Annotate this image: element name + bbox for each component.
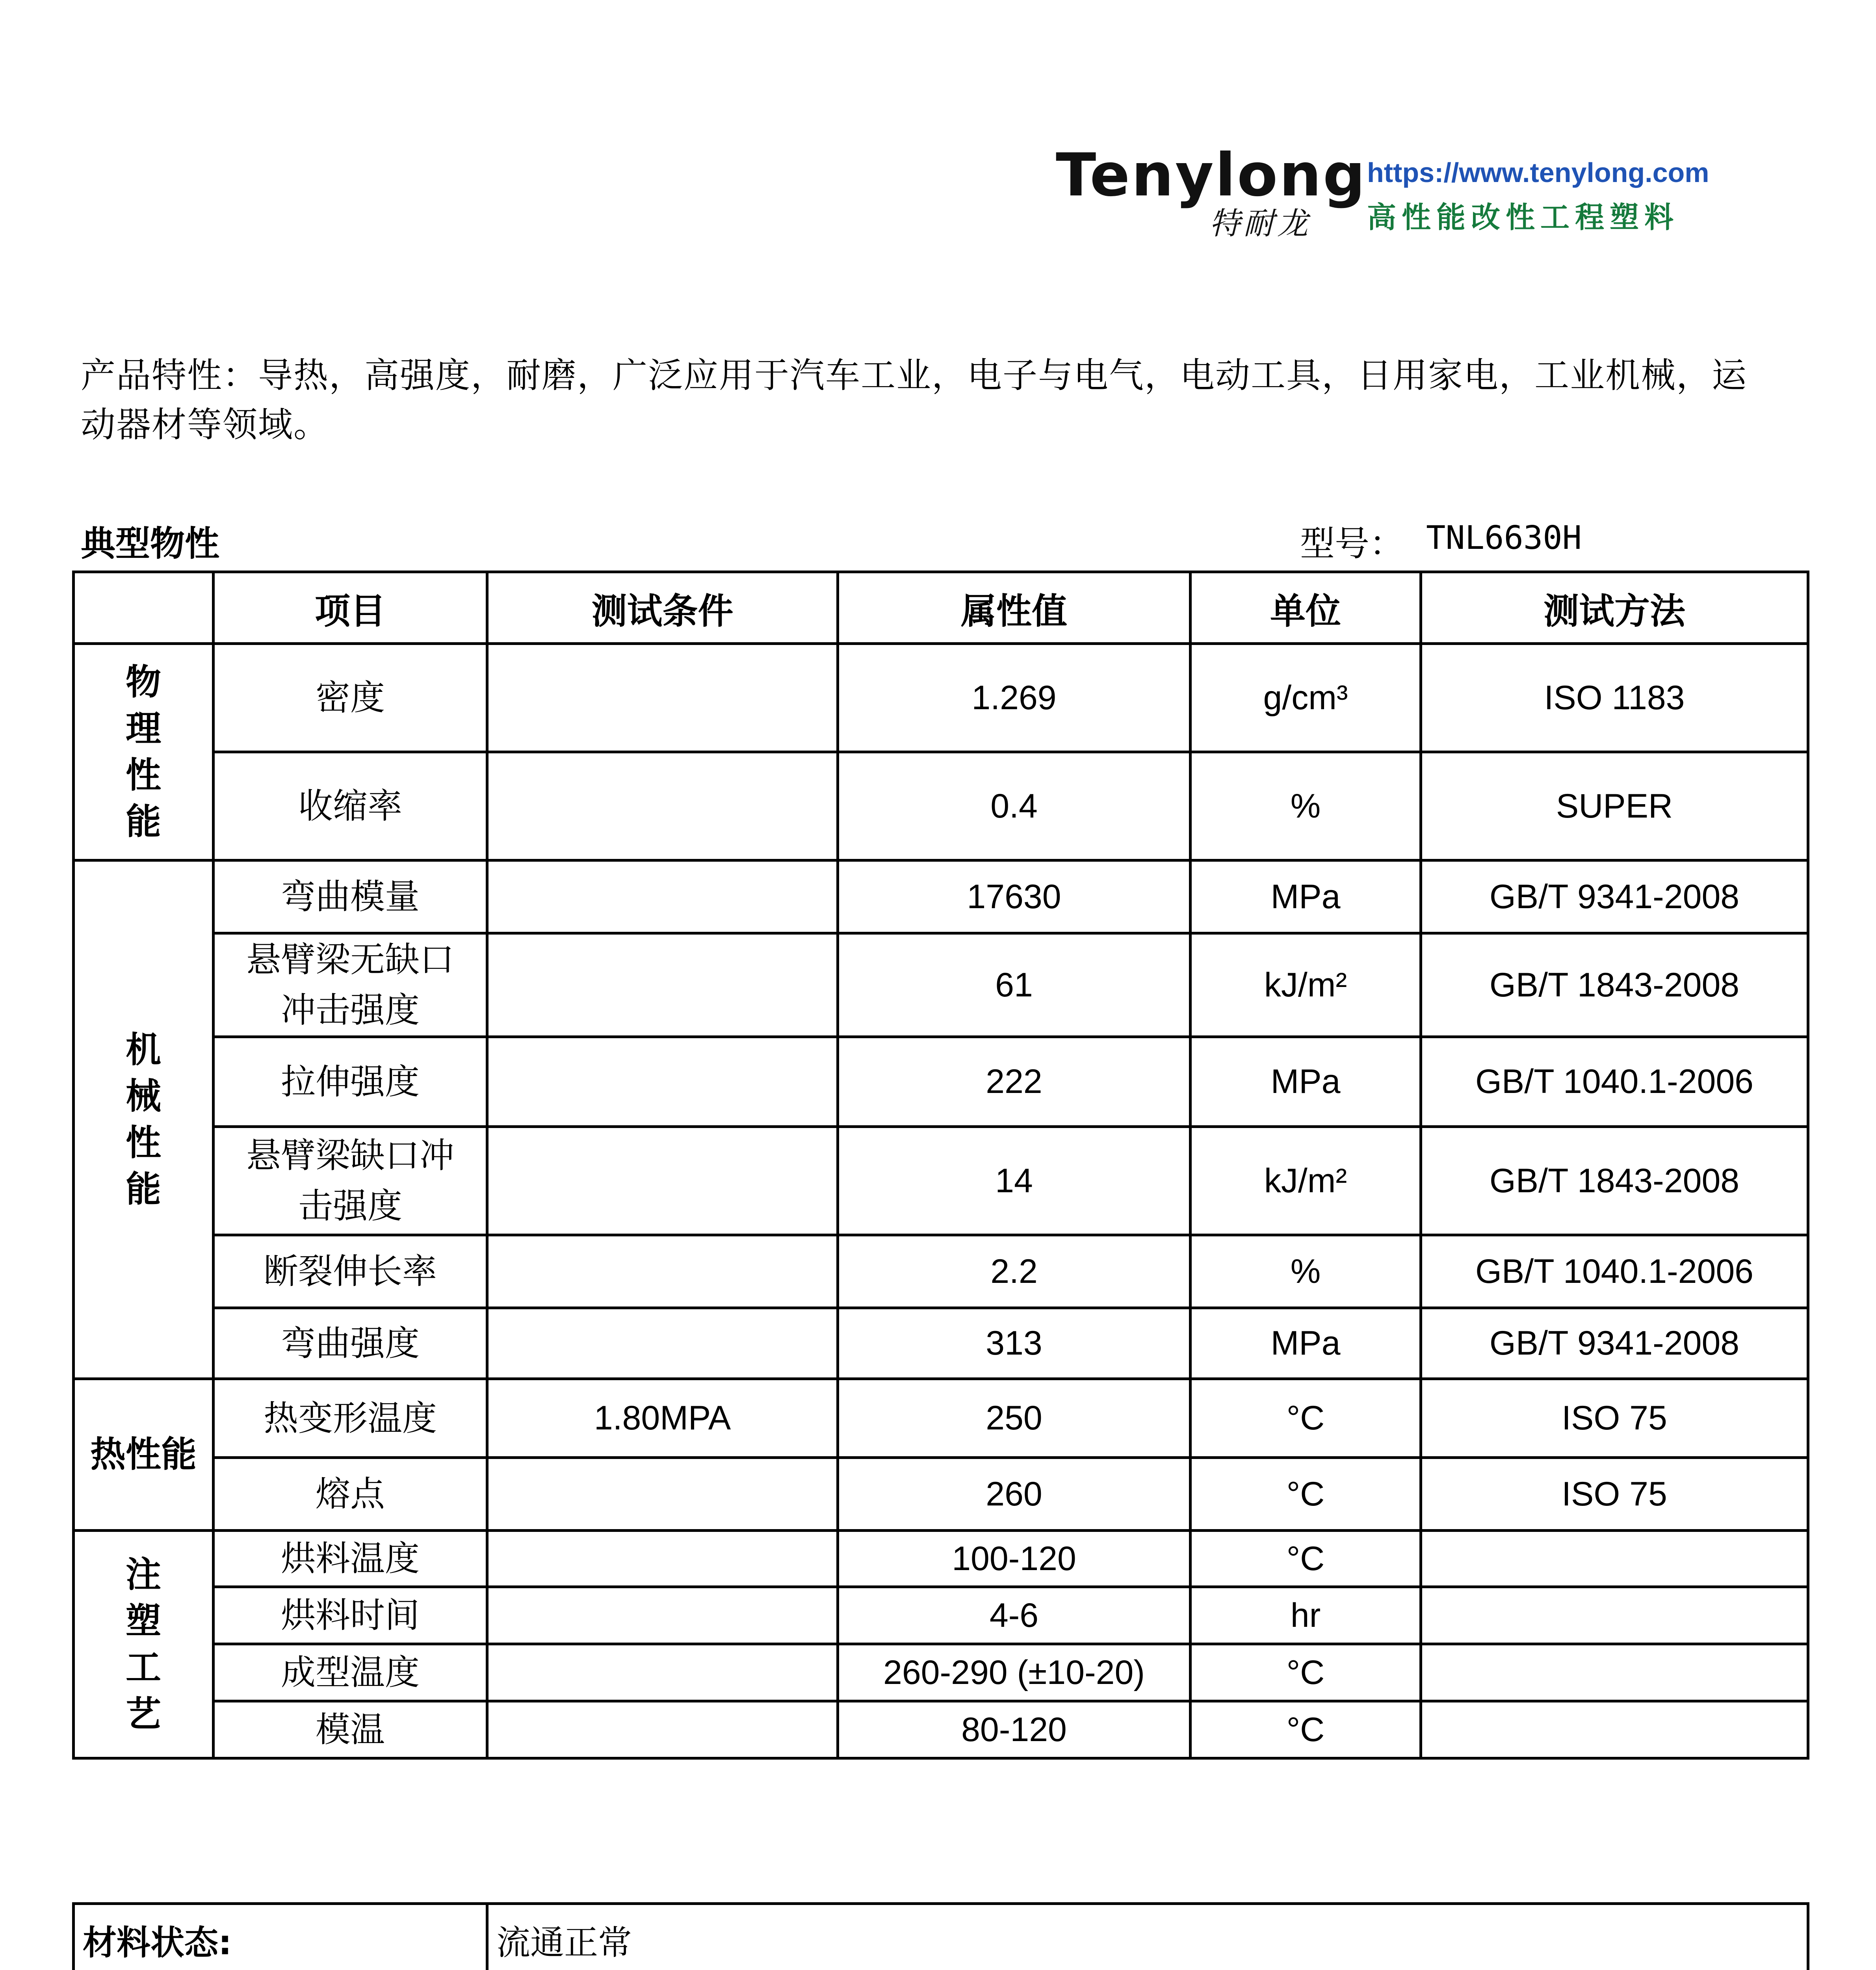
item-cell: 断裂伸长率 [214,1235,487,1308]
model-label: 型号： [1300,523,1404,564]
condition-cell [487,1308,838,1379]
method-cell: GB/T 9341-2008 [1421,860,1808,933]
brand-chinese-name: 特耐龙 [1209,206,1311,242]
condition-cell: 1.80MPA [487,1379,838,1458]
category-mechanical: 机 械 性 能 [74,860,214,1379]
unit-cell: g/cm³ [1191,644,1421,752]
brand-slogan: 高性能改性工程塑料 [1367,201,1679,234]
item-cell: 弯曲强度 [214,1308,487,1379]
table-row [74,752,1808,860]
unit-cell: MPa [1191,1308,1421,1379]
table-row [74,1587,1808,1644]
method-cell: GB/T 1040.1-2006 [1421,1235,1808,1308]
condition-cell [487,1235,838,1308]
info-value: 流通正常 [487,1904,1808,1970]
unit-cell: hr [1191,1587,1421,1644]
item-cell: 悬臂梁缺口冲 击强度 [214,1127,487,1235]
value-cell: 61 [838,933,1191,1037]
info-key: 材料状态: [74,1904,487,1970]
unit-cell: °C [1191,1379,1421,1458]
category-physical: 物 理 性 能 [74,644,214,860]
condition-cell [487,1701,838,1758]
method-cell [1421,1701,1808,1758]
condition-cell [487,1587,838,1644]
value-cell: 0.4 [838,752,1191,860]
method-cell: SUPER [1421,752,1808,860]
method-cell: ISO 75 [1421,1379,1808,1458]
condition-cell [487,1127,838,1235]
value-cell: 4-6 [838,1587,1191,1644]
value-cell: 14 [838,1127,1191,1235]
item-cell: 熔点 [214,1458,487,1531]
table-row [74,1701,1808,1758]
value-cell: 260 [838,1458,1191,1531]
method-cell: GB/T 9341-2008 [1421,1308,1808,1379]
item-cell: 拉伸强度 [214,1037,487,1127]
value-cell: 2.2 [838,1235,1191,1308]
item-cell: 悬臂梁无缺口 冲击强度 [214,933,487,1037]
condition-cell [487,860,838,933]
brand-url-link[interactable]: https://www.tenylong.com [1367,157,1709,188]
condition-cell [487,933,838,1037]
method-cell [1421,1587,1808,1644]
table-row [74,1235,1808,1308]
item-cell: 收缩率 [214,752,487,860]
unit-cell: kJ/m² [1191,1127,1421,1235]
condition-cell [487,752,838,860]
unit-cell: % [1191,1235,1421,1308]
condition-cell [487,644,838,752]
material-info-table [72,1902,1809,1970]
unit-cell: °C [1191,1531,1421,1587]
header-blank [74,572,214,644]
header-method: 测试方法 [1421,572,1808,644]
condition-cell [487,1458,838,1531]
condition-cell [487,1644,838,1701]
item-cell: 烘料时间 [214,1587,487,1644]
value-cell: 17630 [838,860,1191,933]
value-cell: 313 [838,1308,1191,1379]
table-row [74,644,1808,752]
value-cell: 1.269 [838,644,1191,752]
item-cell: 烘料温度 [214,1531,487,1587]
header-unit: 单位 [1191,572,1421,644]
category-thermal: 热性能 [74,1379,214,1531]
value-cell: 260-290 (±10-20) [838,1644,1191,1701]
brand-header [1056,141,1765,242]
table-row [74,1037,1808,1127]
table-row [74,1379,1808,1458]
category-molding: 注 塑 工 艺 [74,1531,214,1758]
condition-cell [487,1037,838,1127]
table-row [74,1458,1808,1531]
unit-cell: MPa [1191,860,1421,933]
table-row [74,1644,1808,1701]
brand-logo: Tenylong [1056,141,1367,210]
item-cell: 成型温度 [214,1644,487,1701]
value-cell: 222 [838,1037,1191,1127]
method-cell: GB/T 1843-2008 [1421,933,1808,1037]
item-cell: 弯曲模量 [214,860,487,933]
table-row [74,1127,1808,1235]
table-row [74,1308,1808,1379]
table-row [74,933,1808,1037]
method-cell: ISO 75 [1421,1458,1808,1531]
table-row [74,1531,1808,1587]
table-row [74,860,1808,933]
value-cell: 80-120 [838,1701,1191,1758]
method-cell: ISO 1183 [1421,644,1808,752]
properties-table [72,571,1809,1760]
unit-cell: kJ/m² [1191,933,1421,1037]
value-cell: 250 [838,1379,1191,1458]
condition-cell [487,1531,838,1587]
section-title: 典型物性 [81,523,220,564]
unit-cell: °C [1191,1701,1421,1758]
unit-cell: % [1191,752,1421,860]
unit-cell: °C [1191,1644,1421,1701]
unit-cell: °C [1191,1458,1421,1531]
table-header-row [74,572,1808,644]
method-cell [1421,1531,1808,1587]
method-cell: GB/T 1040.1-2006 [1421,1037,1808,1127]
header-item: 项目 [214,572,487,644]
item-cell: 密度 [214,644,487,752]
product-intro: 产品特性：导热，高强度，耐磨，广泛应用于汽车工业，电子与电气，电动工具，日用家电，工业机械，运动器材等领域。 [81,355,1748,445]
table-row [74,1904,1808,1970]
item-cell: 热变形温度 [214,1379,487,1458]
method-cell: GB/T 1843-2008 [1421,1127,1808,1235]
value-cell: 100-120 [838,1531,1191,1587]
item-cell: 模温 [214,1701,487,1758]
method-cell [1421,1644,1808,1701]
model-value: TNL6630H [1426,519,1582,557]
unit-cell: MPa [1191,1037,1421,1127]
header-value: 属性值 [838,572,1191,644]
header-condition: 测试条件 [487,572,838,644]
